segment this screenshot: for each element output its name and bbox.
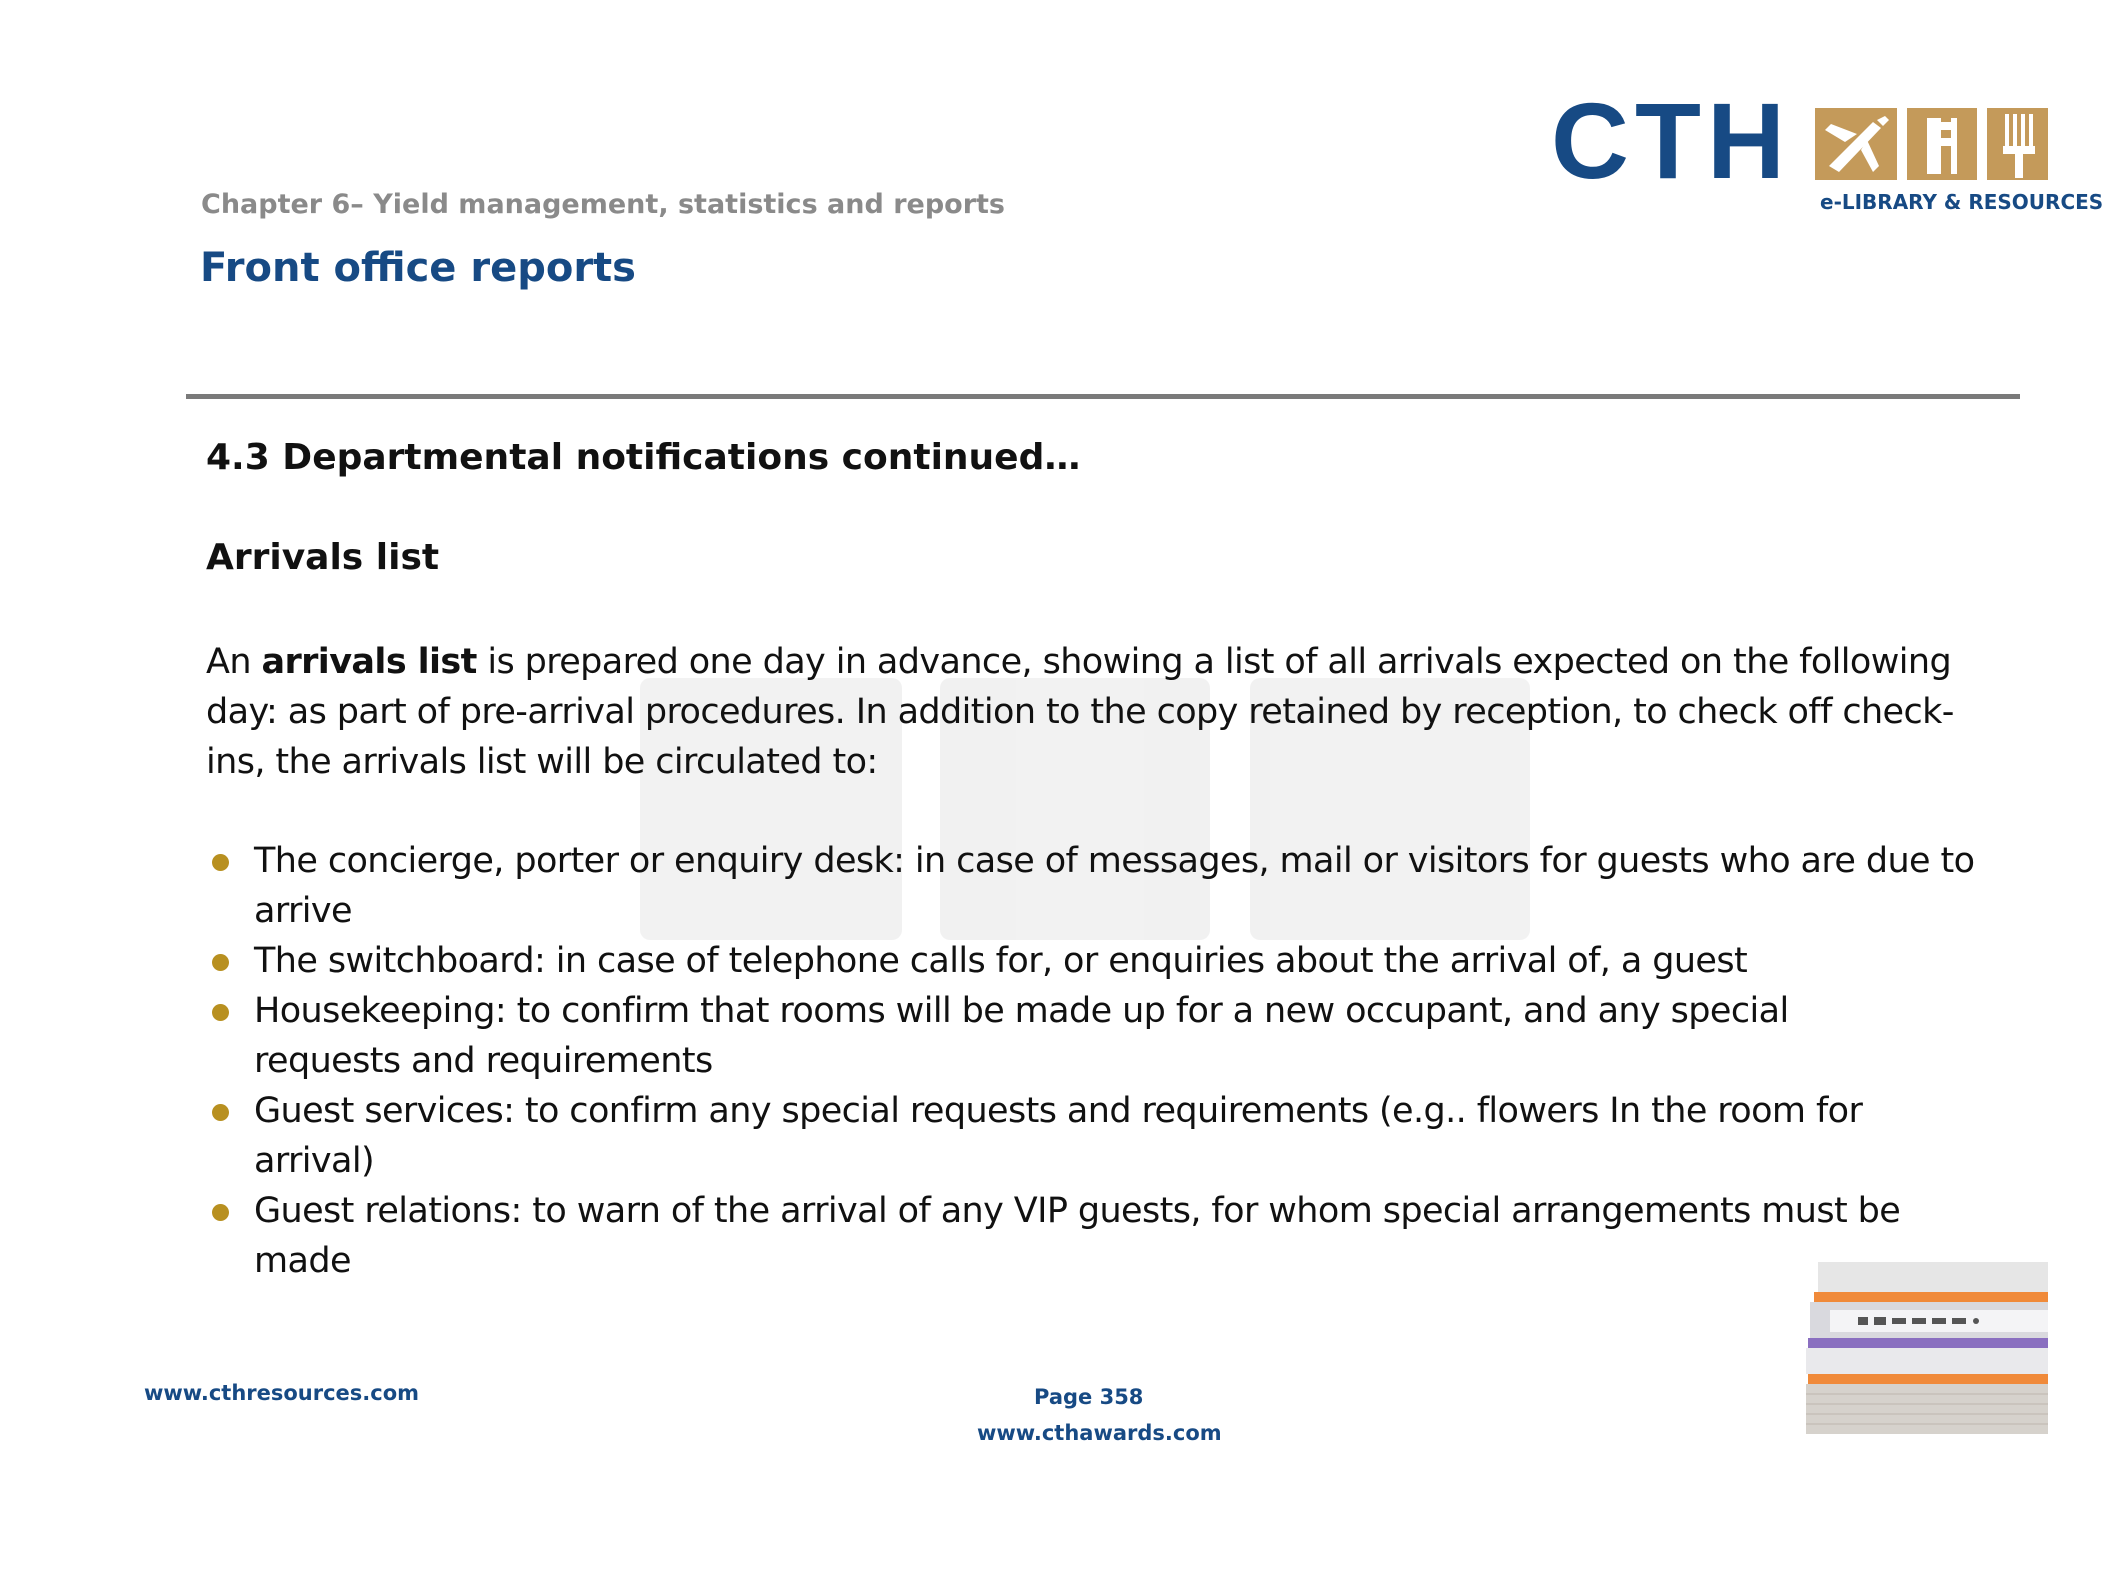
list-item-text: arrive <box>254 891 352 931</box>
bullet-icon <box>212 954 229 971</box>
intro-line-2: day: as part of pre-arrival procedures. In addition to the copy retained by reception, to check off check- <box>206 692 1954 732</box>
bullet-icon <box>212 1104 229 1121</box>
page-title: Front office reports <box>200 245 636 291</box>
list-item-text: Guest relations: to warn of the arrival of any VIP guests, for whom special arrangements must be <box>254 1191 1901 1231</box>
plane-icon <box>1815 108 1897 180</box>
bullet-icon <box>212 1204 229 1221</box>
fork-icon <box>1987 108 2048 180</box>
list-item-text: The concierge, porter or enquiry desk: in case of messages, mail or visitors for guests who are due to <box>254 841 1975 881</box>
bullet-icon <box>212 854 229 871</box>
list-item-text: The switchboard: in case of telephone calls for, or enquiries about the arrival of, a guest <box>254 941 1748 981</box>
list-item <box>206 1186 2006 1286</box>
intro-bold-term: arrivals list <box>261 642 477 682</box>
cth-logo <box>1545 80 2103 220</box>
intro-paragraph <box>206 637 1996 787</box>
chapter-label: Chapter 6– Yield management, statistics and reports <box>201 189 1006 220</box>
header-divider <box>186 394 2020 399</box>
intro-line-3: ins, the arrivals list will be circulated to: <box>206 742 878 782</box>
circulation-list <box>206 836 2006 1286</box>
sub-heading: Arrivals list <box>206 537 440 578</box>
list-item <box>206 1086 2006 1186</box>
intro-prefix: An <box>206 642 262 682</box>
intro-suffix: is prepared one day in advance, showing a list of all arrivals expected on the following <box>476 642 1952 682</box>
list-item-text: requests and requirements <box>254 1041 713 1081</box>
list-item-text: made <box>254 1241 351 1281</box>
section-heading: 4.3 Departmental notifications continued… <box>206 437 1081 478</box>
footer-awards-url[interactable]: www.cthawards.com <box>977 1421 1222 1445</box>
list-item-text: arrival) <box>254 1141 375 1181</box>
intro-line-1 <box>206 637 1996 687</box>
bed-icon <box>1907 108 1977 180</box>
list-item <box>206 936 2006 986</box>
footer-resources-url[interactable]: www.cthresources.com <box>144 1381 420 1405</box>
list-item <box>206 986 2006 1086</box>
logo-wordmark: CTH <box>1551 80 1791 201</box>
bullet-icon <box>212 1004 229 1021</box>
logo-tagline: e-LIBRARY & RESOURCES <box>1820 190 2103 214</box>
page-number: Page 358 <box>1034 1385 1144 1409</box>
list-item-text: Guest services: to confirm any special requests and requirements (e.g.. flowers In the room for <box>254 1091 1863 1131</box>
list-item-text: Housekeeping: to confirm that rooms will be made up for a new occupant, and any special <box>254 991 1789 1031</box>
book-stack-image <box>1800 1262 2048 1434</box>
list-item <box>206 836 2006 936</box>
